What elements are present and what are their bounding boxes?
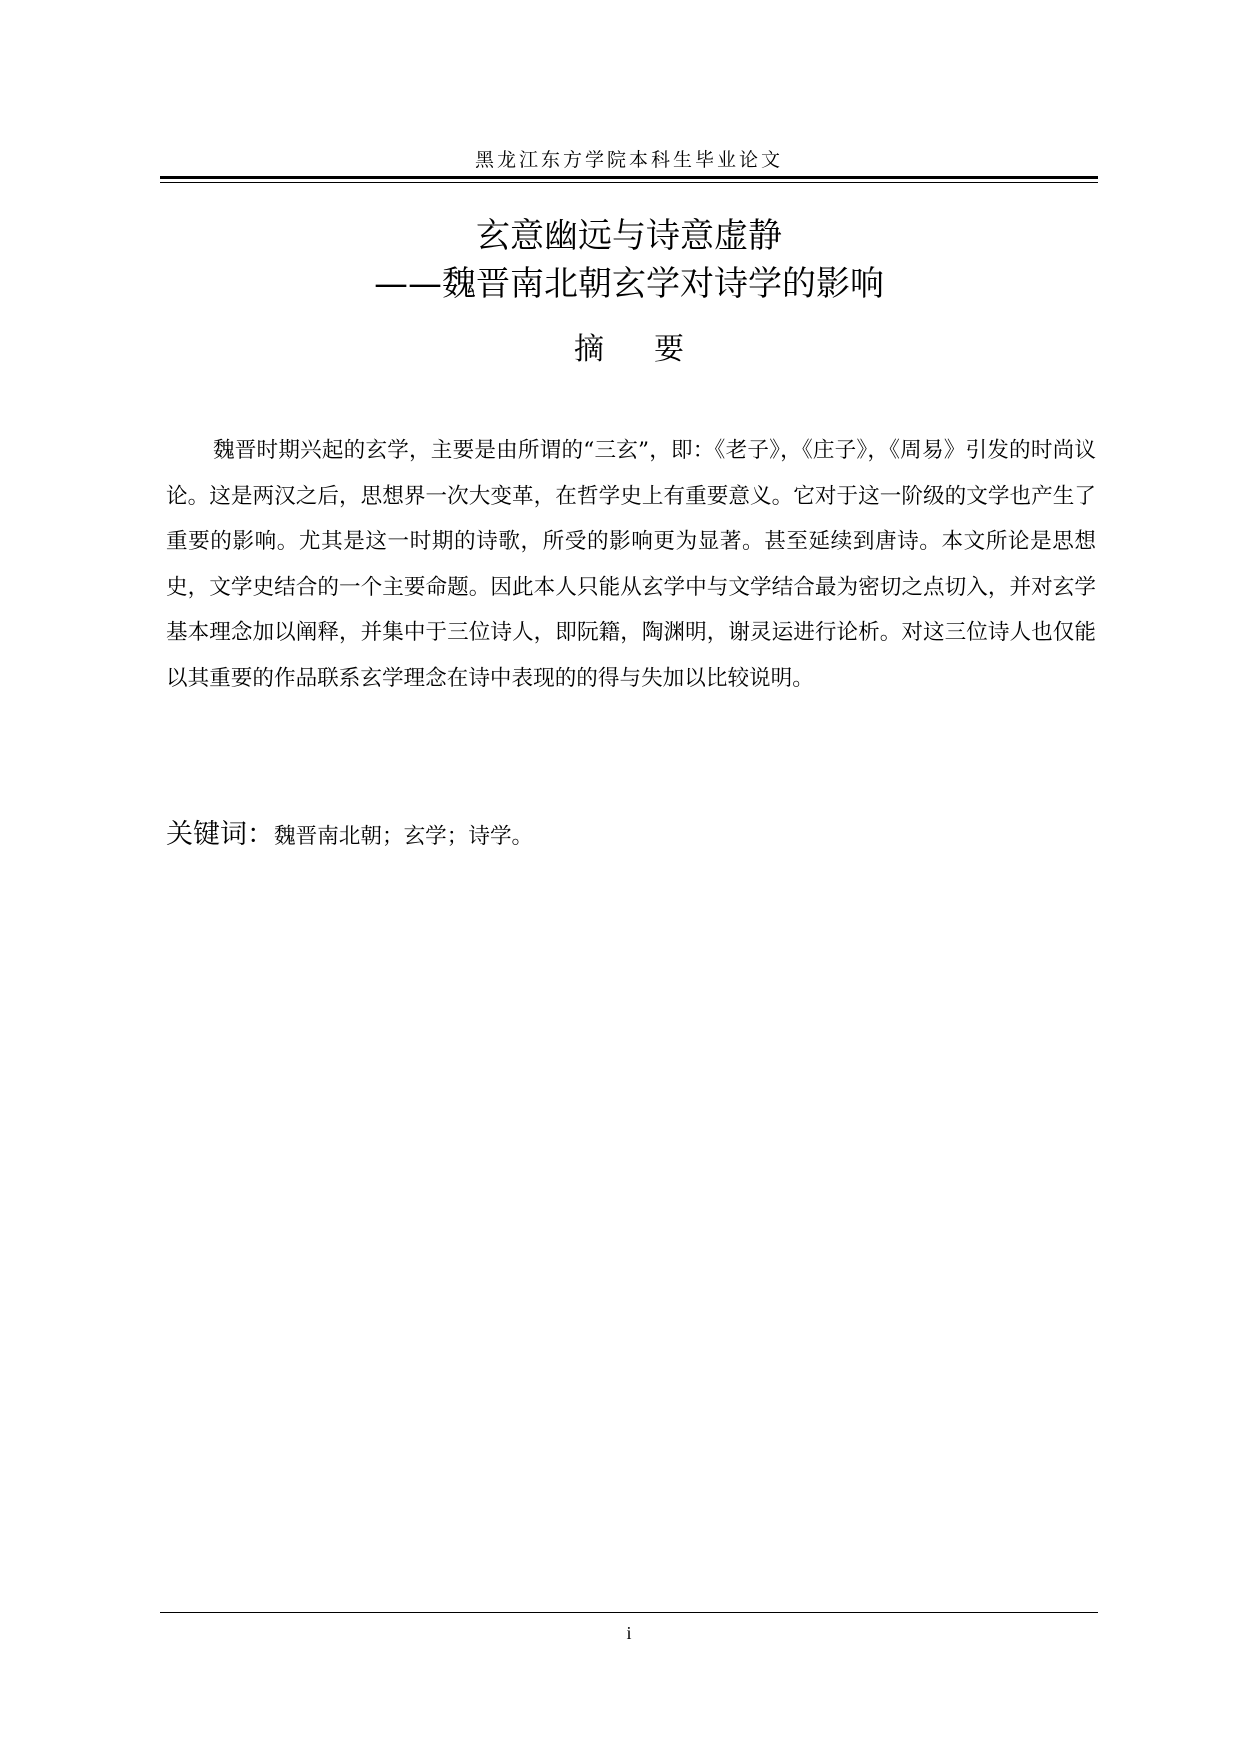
keywords-value: 魏晋南北朝；玄学；诗学。 — [274, 824, 534, 849]
keywords-line — [166, 815, 1096, 858]
keywords-label: 关键词： — [166, 819, 274, 850]
header-rule-thick — [160, 176, 1098, 179]
title-block — [160, 212, 1098, 308]
subtitle: ——魏晋南北朝玄学对诗学的影响 — [374, 264, 884, 304]
footer-rule — [160, 1612, 1098, 1613]
header-rule-thin — [160, 182, 1098, 183]
abstract-body: 魏晋时期兴起的玄学，主要是由所谓的“三玄”，即：《老子》，《庄子》，《周易》引发的时尚议论。这是两汉之后，思想界一次大变革，在哲学史上有重要意义。它对于这一阶级的文学也产生了重要的影响。尤其是这一时期的诗歌，所受的影响更为显著。甚至延续到唐诗。本文所论是思想史，文学史结合的一个主要命题。因此本人只能从玄学中与文学结合最为密切之点切入，并对玄学基本理念加以阐释，并集中于三位诗人，即阮籍，陶渊明，谢灵运进行论析。对这三位诗人也仅能以其重要的作品联系玄学理念在诗中表现的的得与失加以比较说明。 — [166, 438, 1096, 691]
main-title: 玄意幽远与诗意虚静 — [476, 216, 782, 256]
abstract-heading: 摘要 — [574, 332, 734, 367]
running-header: 黑龙江东方学院本科生毕业论文 — [474, 149, 783, 171]
page-number: i — [626, 1623, 632, 1643]
